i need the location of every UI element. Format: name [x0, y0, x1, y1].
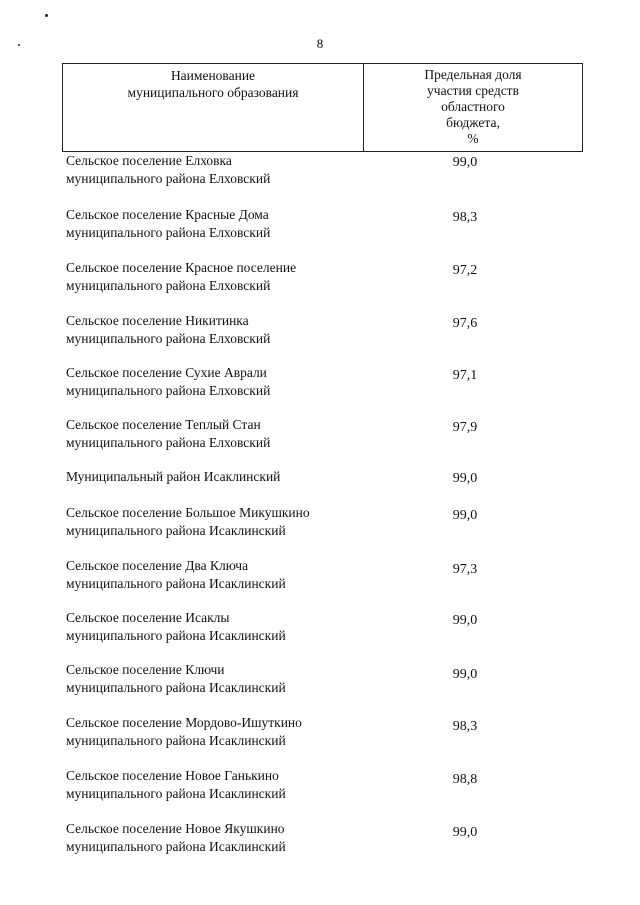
municipality-name-line: муниципального района Исаклинский [66, 628, 286, 643]
share-value: 99,0 [452, 508, 478, 523]
municipality-name-line: Сельское поселение Ключи [66, 662, 225, 677]
header-share-line: % [467, 131, 479, 146]
municipality-name-line: Сельское поселение Мордово-Ишуткино [66, 715, 302, 730]
share-value: 99,0 [452, 613, 478, 628]
municipality-name [66, 714, 366, 750]
municipality-name-line: Сельское поселение Красное поселение [66, 260, 297, 275]
municipality-name-line: Сельское поселение Новое Якушкино [66, 821, 285, 836]
municipality-name-line: Сельское поселение Никитинка [66, 313, 249, 328]
table-header [62, 63, 583, 152]
municipality-name-line: Муниципальный район Исаклинский [66, 469, 281, 484]
municipality-name [66, 557, 366, 593]
municipality-name-line: муниципального района Исаклинский [66, 786, 286, 801]
municipality-name-line: Сельское поселение Большое Микушкино [66, 505, 310, 520]
table-row [0, 468, 640, 508]
municipality-name [66, 312, 366, 348]
municipality-name-line: муниципального района Елховский [66, 331, 271, 346]
table-row [0, 767, 640, 807]
table-row [0, 259, 640, 299]
header-name-line: Наименование [170, 68, 256, 83]
municipality-name-line: муниципального района Елховский [66, 435, 271, 450]
share-value: 97,9 [452, 420, 478, 435]
municipality-name-line: муниципального района Исаклинский [66, 523, 286, 538]
municipality-name-line: Сельское поселение Два Ключа [66, 558, 249, 573]
table-row [0, 206, 640, 246]
municipality-name [66, 468, 366, 486]
header-share-line: Предельная доля [424, 67, 522, 82]
municipality-name-line: муниципального района Исаклинский [66, 839, 286, 854]
municipality-name-line: муниципального района Елховский [66, 225, 271, 240]
municipality-name-line: Сельское поселение Новое Ганькино [66, 768, 279, 783]
municipality-name [66, 364, 366, 400]
header-share-line: бюджета, [446, 115, 500, 130]
share-value: 97,6 [452, 316, 478, 331]
municipality-name-line: Сельское поселение Исаклы [66, 610, 230, 625]
municipality-name [66, 206, 366, 242]
municipality-name [66, 152, 366, 188]
share-value: 98,3 [452, 719, 478, 734]
share-value: 99,0 [452, 667, 478, 682]
share-value: 98,3 [452, 210, 478, 225]
table-row [0, 504, 640, 544]
table-row [0, 152, 640, 192]
table-row [0, 416, 640, 456]
header-share-column [364, 67, 582, 147]
municipality-name [66, 416, 366, 452]
municipality-name-line: муниципального района Елховский [66, 383, 271, 398]
municipality-name-line: муниципального района Елховский [66, 278, 271, 293]
municipality-name [66, 504, 366, 540]
municipality-name-line: Сельское поселение Сухие Аврали [66, 365, 267, 380]
table-row [0, 312, 640, 352]
header-share-line: участия средств [427, 83, 519, 98]
municipality-name-line: Сельское поселение Теплый Стан [66, 417, 261, 432]
table-row [0, 661, 640, 701]
municipality-name [66, 609, 366, 645]
municipality-name [66, 820, 366, 856]
share-value: 99,0 [452, 155, 478, 170]
share-value: 99,0 [452, 825, 478, 840]
municipality-name-line: муниципального района Исаклинский [66, 680, 286, 695]
municipality-name-line: Сельское поселение Красные Дома [66, 207, 269, 222]
share-value: 99,0 [452, 471, 478, 486]
municipality-name [66, 259, 366, 295]
table-row [0, 714, 640, 754]
table-row [0, 364, 640, 404]
municipality-name [66, 767, 366, 803]
header-name-column [63, 67, 363, 101]
share-value: 97,1 [452, 368, 478, 383]
municipality-name-line: Сельское поселение Елховка [66, 153, 232, 168]
municipality-name-line: муниципального района Елховский [66, 171, 271, 186]
share-value: 98,8 [452, 772, 478, 787]
header-name-line: муниципального образования [127, 85, 299, 100]
municipality-name [66, 661, 366, 697]
table-row [0, 557, 640, 597]
scan-speck [45, 14, 48, 17]
share-value: 97,2 [452, 263, 478, 278]
table-row [0, 820, 640, 860]
municipality-name-line: муниципального района Исаклинский [66, 733, 286, 748]
page-number: 8 [316, 36, 324, 51]
share-value: 97,3 [452, 562, 478, 577]
table-row [0, 609, 640, 649]
municipality-name-line: муниципального района Исаклинский [66, 576, 286, 591]
header-share-line: областного [441, 99, 505, 114]
